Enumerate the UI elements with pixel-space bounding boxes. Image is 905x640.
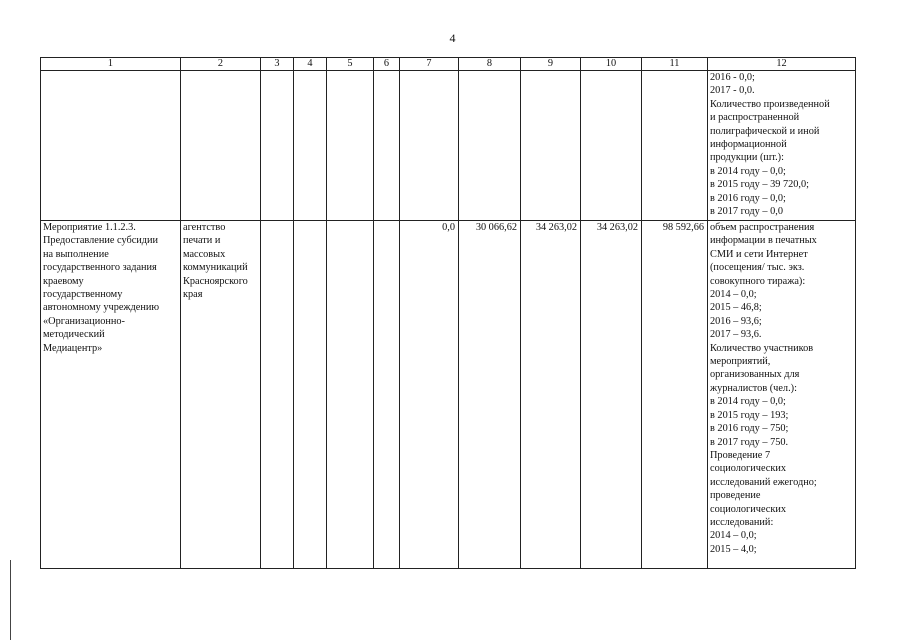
responsible-cell bbox=[181, 221, 261, 569]
amount-2016-cell: 34 263,02 bbox=[521, 221, 581, 569]
activity-line: на выполнение bbox=[43, 248, 109, 260]
header-cell: 8 bbox=[459, 58, 521, 71]
indicator-line: Проведение 7 bbox=[710, 449, 771, 461]
table-cell bbox=[521, 71, 581, 221]
indicator-line: Количество произведенной bbox=[710, 98, 830, 110]
indicator-line: продукции (шт.): bbox=[710, 152, 784, 164]
indicator-line: в 2015 году – 193; bbox=[710, 409, 789, 421]
indicator-line: 2015 – 46,8; bbox=[710, 302, 762, 314]
header-cell: 3 bbox=[261, 58, 294, 71]
table-cell bbox=[294, 221, 327, 569]
table-row bbox=[41, 221, 856, 569]
header-row bbox=[41, 58, 856, 71]
indicator-line: и распространенной bbox=[710, 112, 800, 124]
responsible-line: агентство bbox=[183, 222, 226, 233]
indicator-line: социологических bbox=[710, 503, 787, 515]
header-cell: 2 bbox=[181, 58, 261, 71]
responsible-line: края bbox=[183, 289, 203, 301]
indicator-line: 2017 – 93,6. bbox=[710, 329, 762, 341]
responsible-line: Красноярского bbox=[183, 275, 248, 287]
indicator-line: совокупного тиража): bbox=[710, 275, 806, 287]
indicator-line: в 2014 году – 0,0; bbox=[710, 396, 786, 408]
indicator-line: мероприятий, bbox=[710, 356, 771, 368]
indicator-line: в 2016 году – 750; bbox=[710, 423, 789, 435]
responsible-line: печати и bbox=[183, 235, 221, 247]
table-cell bbox=[181, 71, 261, 221]
table-cell bbox=[374, 71, 400, 221]
scan-edge-line bbox=[10, 560, 11, 640]
table-cell bbox=[261, 71, 294, 221]
indicator-line: СМИ и сети Интернет bbox=[710, 248, 808, 260]
indicator-line: (посещения/ тыс. экз. bbox=[710, 262, 805, 274]
indicator-line: в 2016 году – 0,0; bbox=[710, 192, 786, 204]
indicator-line: информации в печатных bbox=[710, 235, 817, 247]
table-cell bbox=[294, 71, 327, 221]
table-cell bbox=[400, 71, 459, 221]
activity-line: Мероприятие 1.1.2.3. bbox=[43, 222, 136, 233]
activity-line: Медиацентр» bbox=[43, 342, 103, 354]
indicator-line: в 2017 году – 0,0 bbox=[710, 206, 783, 218]
indicator-line: 2014 – 0,0; bbox=[710, 530, 757, 542]
indicator-line: 2016 - 0,0; bbox=[710, 72, 755, 83]
indicators-cell bbox=[708, 71, 856, 221]
indicator-line: социологических bbox=[710, 463, 787, 475]
indicator-line: в 2014 году – 0,0; bbox=[710, 165, 786, 177]
indicator-line: Количество участников bbox=[710, 342, 814, 354]
table-cell bbox=[327, 71, 374, 221]
indicator-line: журналистов (чел.): bbox=[710, 382, 797, 394]
amount-2014-cell: 0,0 bbox=[400, 221, 459, 569]
indicator-line: исследований: bbox=[710, 516, 774, 528]
activity-line: государственному bbox=[43, 289, 123, 301]
indicator-line: организованных для bbox=[710, 369, 800, 381]
indicator-line: 2017 - 0,0. bbox=[710, 85, 755, 97]
indicator-line: 2016 – 93,6; bbox=[710, 315, 762, 327]
activity-line: «Организационно- bbox=[43, 315, 125, 327]
indicators-cell bbox=[708, 221, 856, 569]
header-cell: 10 bbox=[581, 58, 642, 71]
indicator-line: в 2017 году – 750. bbox=[710, 436, 789, 448]
activity-line: методический bbox=[43, 329, 105, 341]
indicator-line: объем распространения bbox=[710, 222, 815, 233]
header-cell: 12 bbox=[708, 58, 856, 71]
activity-line: краевому bbox=[43, 275, 84, 287]
activity-line: государственного задания bbox=[43, 262, 157, 274]
indicator-line: проведение bbox=[710, 490, 761, 502]
table-row bbox=[41, 71, 856, 221]
amount-total-cell: 98 592,66 bbox=[642, 221, 708, 569]
table-cell bbox=[327, 221, 374, 569]
responsible-line: массовых bbox=[183, 248, 226, 260]
table-cell bbox=[459, 71, 521, 221]
indicator-line: 2014 – 0,0; bbox=[710, 289, 757, 301]
amount-2015-cell: 30 066,62 bbox=[459, 221, 521, 569]
indicator-line: 2015 – 4,0; bbox=[710, 543, 757, 555]
page-number: 4 bbox=[449, 31, 456, 45]
amount-2017-cell: 34 263,02 bbox=[581, 221, 642, 569]
header-cell: 4 bbox=[294, 58, 327, 71]
header-cell: 5 bbox=[327, 58, 374, 71]
indicator-line: в 2015 году – 39 720,0; bbox=[710, 179, 810, 191]
program-table bbox=[40, 57, 856, 569]
activity-name-cell bbox=[41, 221, 181, 569]
header-cell: 11 bbox=[642, 58, 708, 71]
activity-line: автономному учреждению bbox=[43, 302, 160, 314]
header-cell: 7 bbox=[400, 58, 459, 71]
table-cell bbox=[41, 71, 181, 221]
header-cell: 6 bbox=[374, 58, 400, 71]
responsible-line: коммуникаций bbox=[183, 262, 248, 274]
table-cell bbox=[581, 71, 642, 221]
table-cell bbox=[261, 221, 294, 569]
header-cell: 1 bbox=[41, 58, 181, 71]
table-cell bbox=[642, 71, 708, 221]
activity-line: Предоставление субсидии bbox=[43, 235, 159, 247]
header-cell: 9 bbox=[521, 58, 581, 71]
indicator-line: полиграфической и иной bbox=[710, 125, 820, 137]
indicator-line: информационной bbox=[710, 139, 787, 151]
table-cell bbox=[374, 221, 400, 569]
indicator-line: исследований ежегодно; bbox=[710, 476, 817, 488]
